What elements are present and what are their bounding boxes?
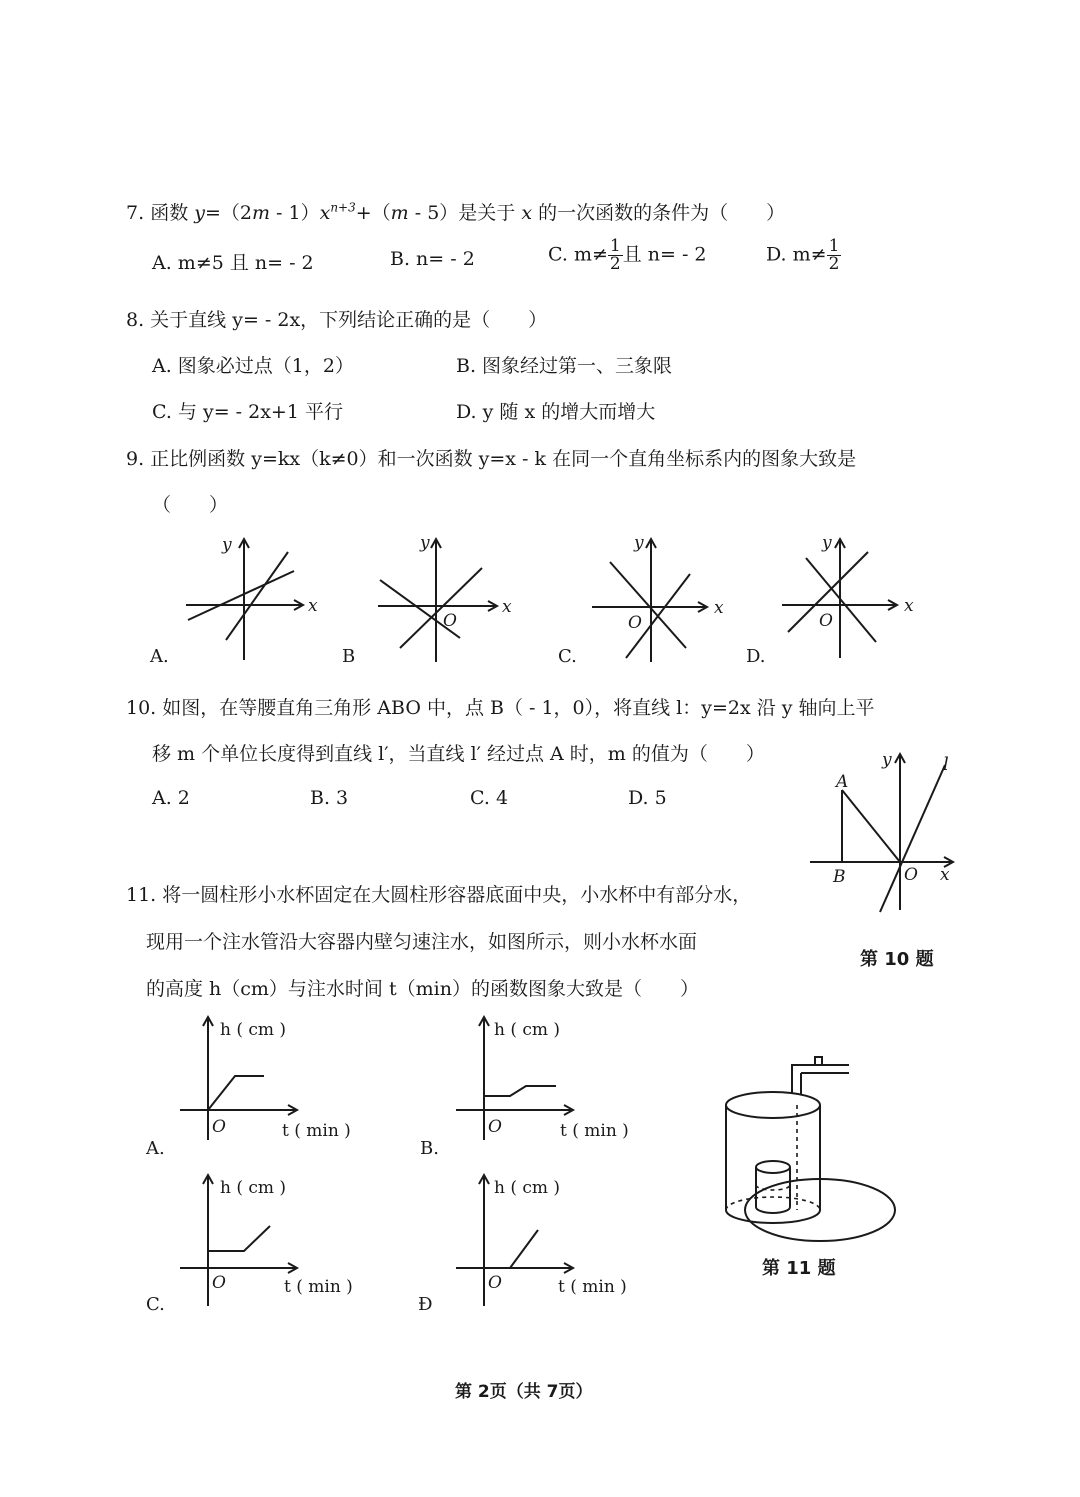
origin-label: O — [628, 613, 642, 633]
q9-graph-a — [150, 530, 340, 670]
q10-figure-caption: 第 10 题 — [860, 949, 934, 970]
graph-polyline — [208, 1226, 270, 1251]
graph-polyline — [510, 1230, 538, 1268]
option-label: C. — [146, 1294, 165, 1315]
q7-stem: 7. 函数 $y=(2m - 1)x^{n+3}+(m - 5)$是关于 x 的一次函数的条件为（ ） — [126, 200, 786, 224]
q11-graph-b — [416, 1010, 666, 1160]
point-b-label: B — [833, 867, 846, 887]
option-label: B. — [420, 1138, 439, 1159]
point-a-label: A — [836, 772, 849, 792]
q10-stem-line2: 移 m 个单位长度得到直线 l′，当直线 l′ 经过点 A 时，m 的值为（ ） — [152, 743, 765, 765]
fraction-one-half: $\frac{1}{2}$ — [828, 236, 840, 274]
fraction-one-half: $\frac{1}{2}$ — [609, 236, 621, 274]
page-footer: 第 2页（共 7页） — [455, 1382, 593, 1402]
q11-stem-line1: 11. 将一圆柱形小水杯固定在大圆柱形容器底面中央，小水杯中有部分水， — [126, 884, 752, 906]
option-label: Đ — [418, 1294, 433, 1315]
q8-option-a: A. 图象必过点（1，2） — [152, 355, 354, 377]
graph-line — [188, 571, 294, 620]
q7-option-a: A. m≠5 且 n= - 2 — [152, 252, 314, 274]
q8-option-b: B. 图象经过第一、三象限 — [456, 355, 673, 377]
container-bottom-back — [726, 1197, 820, 1210]
h-axis-label: h ( cm ) — [494, 1178, 561, 1198]
t-axis-label: t ( min ) — [558, 1277, 627, 1297]
option-label: D. — [746, 646, 766, 667]
graph-line — [226, 552, 288, 640]
q10-stem-line1: 10. 如图，在等腰直角三角形 ABO 中，点 B（ - 1，0），将直线 l：y=2x 沿 y 轴向上平 — [126, 697, 875, 719]
cup-bottom — [756, 1207, 790, 1213]
cup-top-rim — [756, 1161, 790, 1173]
q10-option-c: C. 4 — [470, 787, 509, 809]
line-l — [880, 765, 945, 912]
origin-label: O — [212, 1117, 226, 1137]
x-axis-label: x — [940, 865, 950, 885]
t-axis-label: t ( min ) — [284, 1277, 353, 1297]
q9-stem: 9. 正比例函数 y=kx（k≠0）和一次函数 y=x - k 在同一个直角坐标系内的图象大致是 — [126, 448, 857, 470]
h-axis-label: h ( cm ) — [494, 1020, 561, 1040]
q8-option-d: D. y 随 x 的增大而增大 — [456, 401, 656, 423]
h-axis-label: h ( cm ) — [220, 1178, 287, 1198]
q10-option-d: D. 5 — [628, 787, 667, 809]
y-axis-label: y — [882, 750, 892, 770]
h-axis-label: h ( cm ) — [220, 1020, 287, 1040]
origin-label: O — [443, 611, 457, 631]
q11-graph-a — [140, 1010, 390, 1160]
graph-line — [610, 562, 686, 648]
line-l-label: l — [943, 754, 949, 775]
x-axis-label: x — [714, 598, 724, 618]
q8-option-c: C. 与 y= - 2x+1 平行 — [152, 401, 343, 423]
q11-graph-c — [140, 1168, 390, 1318]
q7-option-c: C. m≠ $\frac{1}{2}$ 且 n= - 2 — [548, 236, 707, 274]
y-axis-label: y — [420, 533, 430, 553]
q7-option-d: D. m≠ $\frac{1}{2}$ — [766, 236, 840, 274]
t-axis-label: t ( min ) — [560, 1121, 629, 1141]
y-axis-label: y — [634, 533, 644, 553]
origin-label: O — [819, 611, 833, 631]
origin-label: O — [488, 1273, 502, 1293]
q11-figure-caption: 第 11 题 — [762, 1258, 836, 1279]
option-label: A. — [146, 1138, 165, 1159]
q9-graph-d — [744, 530, 934, 670]
graph-polyline — [484, 1086, 556, 1096]
x-axis-label: x — [308, 596, 318, 616]
option-label: C. — [558, 646, 577, 667]
t-axis-label: t ( min ) — [282, 1121, 351, 1141]
q9-graph-b — [340, 530, 530, 670]
q11-stem-line3: 的高度 h（cm）与注水时间 t（min）的函数图象大致是（ ） — [146, 978, 699, 1000]
x-axis-label: x — [502, 597, 512, 617]
container-top-rim — [726, 1092, 820, 1118]
q7-option-b: B. n= - 2 — [390, 248, 475, 270]
y-axis-label: y — [822, 533, 832, 553]
triangle-side-ao — [842, 790, 900, 862]
graph-polyline — [208, 1076, 264, 1110]
option-label: B — [342, 646, 356, 667]
q10-option-b: B. 3 — [310, 787, 349, 809]
q11-graph-d — [416, 1168, 666, 1318]
q11-stem-line2: 现用一个注水管沿大容器内壁匀速注水，如图所示，则小水杯水面 — [146, 931, 698, 953]
q8-stem: 8. 关于直线 y= - 2x，下列结论正确的是（ ） — [126, 309, 548, 331]
q9-answer-paren: （ ） — [152, 494, 229, 516]
valve-icon — [815, 1057, 822, 1065]
q10-figure — [800, 745, 970, 975]
q10-option-a: A. 2 — [152, 787, 190, 809]
origin-label: O — [904, 865, 918, 885]
q11-cylinder-figure — [715, 1045, 905, 1245]
q9-graph-c — [556, 530, 746, 670]
x-axis-label: x — [904, 596, 914, 616]
origin-label: O — [488, 1117, 502, 1137]
y-axis-label: y — [222, 535, 232, 555]
origin-label: O — [212, 1273, 226, 1293]
container-bottom-front — [726, 1210, 820, 1223]
graph-line — [400, 568, 482, 648]
option-label: A. — [150, 646, 169, 667]
